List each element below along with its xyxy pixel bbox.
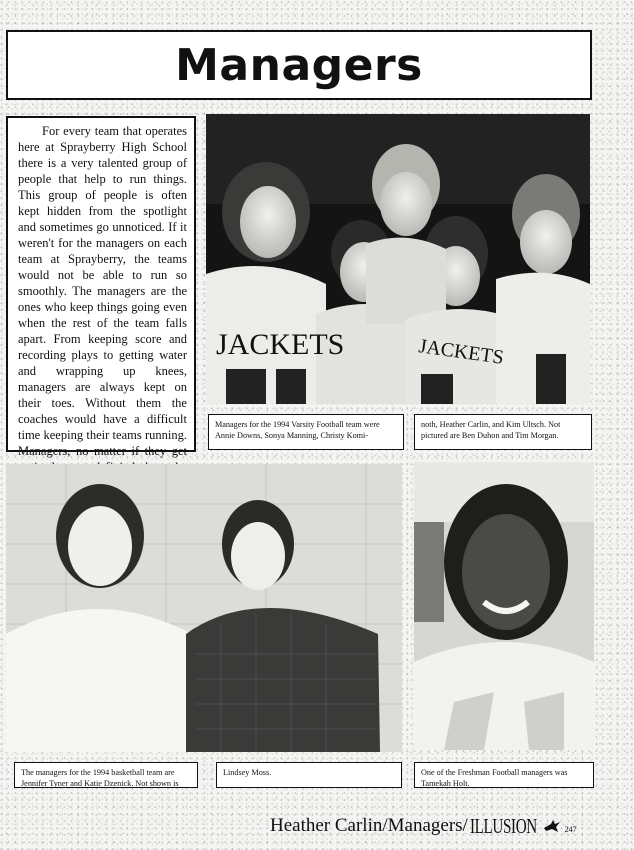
intro-text-box: For every team that operates here at Sprayberry High School there is a very talented group of people that help to run things. This group of people is often kept hidden from the spotlight and sometimes go unnoticed. If it weren't for the managers on each team at Sprayberry, the teams would not be able to run so smoothly. The managers are the ones who keep things going even when the rest of the team falls apart. From keeping score and recording plays to getting water and wrapping up knees, managers are always kept on their toes. Without them the coaches would have a difficult time keeping their teams running. Managers, no matter if they get — [6, 116, 196, 452]
photo1-caption-right: noth, Heather Carlin, and Kim Ultsch. Not pictured are Ben Duhon and Tim Morgan. — [414, 414, 592, 450]
basketball-managers-photo — [6, 464, 402, 752]
jersey-lettering-2: JACKETS — [417, 335, 506, 369]
page-number: 247 — [564, 824, 577, 834]
footer-credit: Heather Carlin/Managers/ — [270, 815, 468, 836]
page-title: Managers — [175, 39, 423, 91]
yearbook-brand: ILLUSION — [469, 813, 537, 838]
freshman-football-manager-photo — [414, 462, 594, 750]
page-footer — [270, 812, 600, 840]
photo3-caption: One of the Freshman Football managers was Tamekah Holt. — [414, 762, 594, 788]
bird-logo-icon — [543, 818, 561, 834]
photo1-caption-left: Managers for the 1994 Varsity Football team were Annie Downs, Sonya Manning, Christy Komi- — [208, 414, 404, 450]
jersey-lettering: JACKETS — [216, 328, 345, 361]
varsity-football-managers-photo — [206, 114, 590, 404]
photo2-caption-right: Lindsey Moss. — [216, 762, 402, 788]
photo2-caption-left: The managers for the 1994 basketball team are Jennifer Tyner and Katie Dzenick. Not shown is — [14, 762, 198, 788]
title-banner — [6, 30, 592, 100]
